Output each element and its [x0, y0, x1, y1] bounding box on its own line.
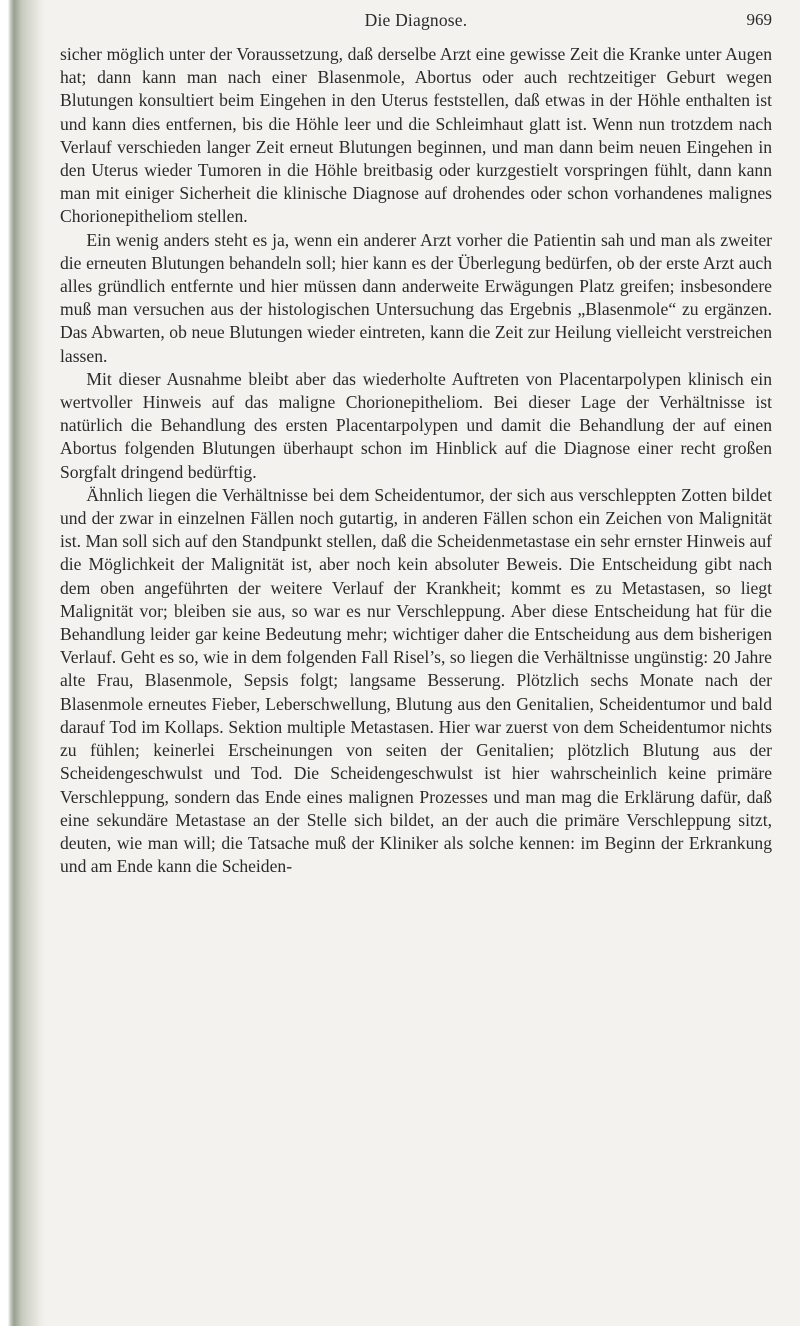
binding-shadow — [0, 0, 44, 1326]
paragraph: Mit dieser Ausnahme bleibt aber das wiederholte Auftreten von Placentarpolypen klinisch ein wertvoller Hinweis auf das maligne Chorionepitheliom. Bei dieser Lage der Verhältnisse ist natürlich die Behandlung des ersten Placentarpolypen und damit die Behandlung der auf einen Abortus folgenden Blutungen überhaupt schon im Hinblick auf die Diagnose einer recht großen Sorgfalt dringend bedürftig. — [60, 368, 772, 482]
page-header — [60, 10, 772, 34]
paragraph: Ein wenig anders steht es ja, wenn ein anderer Arzt vorher die Patientin sah und man als zweiter die erneuten Blutungen behandeln soll; hier kann es der Überlegung bedürfen, ob der erste Arzt auch alles gründlich entfernte und hier müssen dann anderweite Erwägungen Platz greifen; insbesondere muß man versuchen aus der histologischen Untersuchung das Ergebnis „Blasenmole“ zu ergänzen. Das Abwarten, ob neue Blutungen wieder eintreten, kann die Zeit zur Heilung vielleicht verstreichen lassen. — [60, 229, 772, 366]
running-head: Die Diagnose. — [364, 10, 468, 30]
body-text — [60, 43, 772, 878]
page-number: 969 — [746, 10, 772, 29]
paragraph: Ähnlich liegen die Verhältnisse bei dem Scheidentumor, der sich aus verschleppten Zotten bildet und der zwar in einzelnen Fällen noch gutartig, in anderen Fällen schon ein Zeichen von Malignität ist. Man soll sich auf den Standpunkt stellen, daß die Scheidenmetastase ein sehr ernster Hinweis auf die Möglichkeit der Malignität ist, aber noch kein absoluter Beweis. Die Entscheidung gibt nach dem oben angeführten der weitere Verlauf der Krankheit; kommt es zu Metastasen, so liegt Malignität vor; bleiben sie aus, so war es nur Verschleppung. Aber diese Entscheidung hat für die Behandlung leider gar keine Bedeutung mehr; wichtiger daher die Entscheidung aus dem bisherigen Verlauf. Geht es so, wie in dem folgenden Fall Risel’s, so liegen die Verhältnisse ungünstig: 20 Jahre alte Frau, Blasenmole, Sepsis folgt; langsame Besserung. Plötzlich sechs Monate nach der Blasenmole erneutes Fieber, Leberschwellung, Blutung aus den Genitalien, Scheidentumor und bald darauf Tod im Kollaps. Sektion multiple Metastasen. Hier war zuerst von dem Scheidentumor nichts zu fühlen; keinerlei Erscheinungen von seiten der Genitalien; plötzlich Blutung aus der Scheidengeschwulst und Tod. Die Scheidengeschwulst ist hier wahrscheinlich keine primäre Verschleppung, sondern das Ende eines malignen Prozesses und man mag die Erklärung dafür, daß eine sekundäre Metastase an der Stelle sich bildet, an der auch die primäre Verschleppung sitzt, deuten, wie man will; die Tatsache muß der Kliniker als solche kennen: im Beginn der Erkrankung und am Ende kann die Scheiden- — [60, 484, 772, 877]
paragraph: sicher möglich unter der Voraussetzung, daß derselbe Arzt eine gewisse Zeit die Kranke unter Augen hat; dann kann man nach einer Blasenmole, Abortus oder auch rechtzeitiger Geburt wegen Blutungen konsultiert beim Eingehen in den Uterus feststellen, daß etwas in der Höhle enthalten ist und kann dies entfernen, bis die Höhle leer und die Schleimhaut glatt ist. Wenn nun trotzdem nach Verlauf verschieden langer Zeit erneut Blutungen beginnen, und man dann beim neuen Eingehen in den Uterus wieder Tumoren in die Höhle breitbasig oder kurzgestielt vorspringen fühlt, dann kann man mit einiger Sicherheit die klinische Diagnose auf drohendes oder schon vorhandenes malignes Chorionepitheliom stellen. — [60, 44, 772, 227]
